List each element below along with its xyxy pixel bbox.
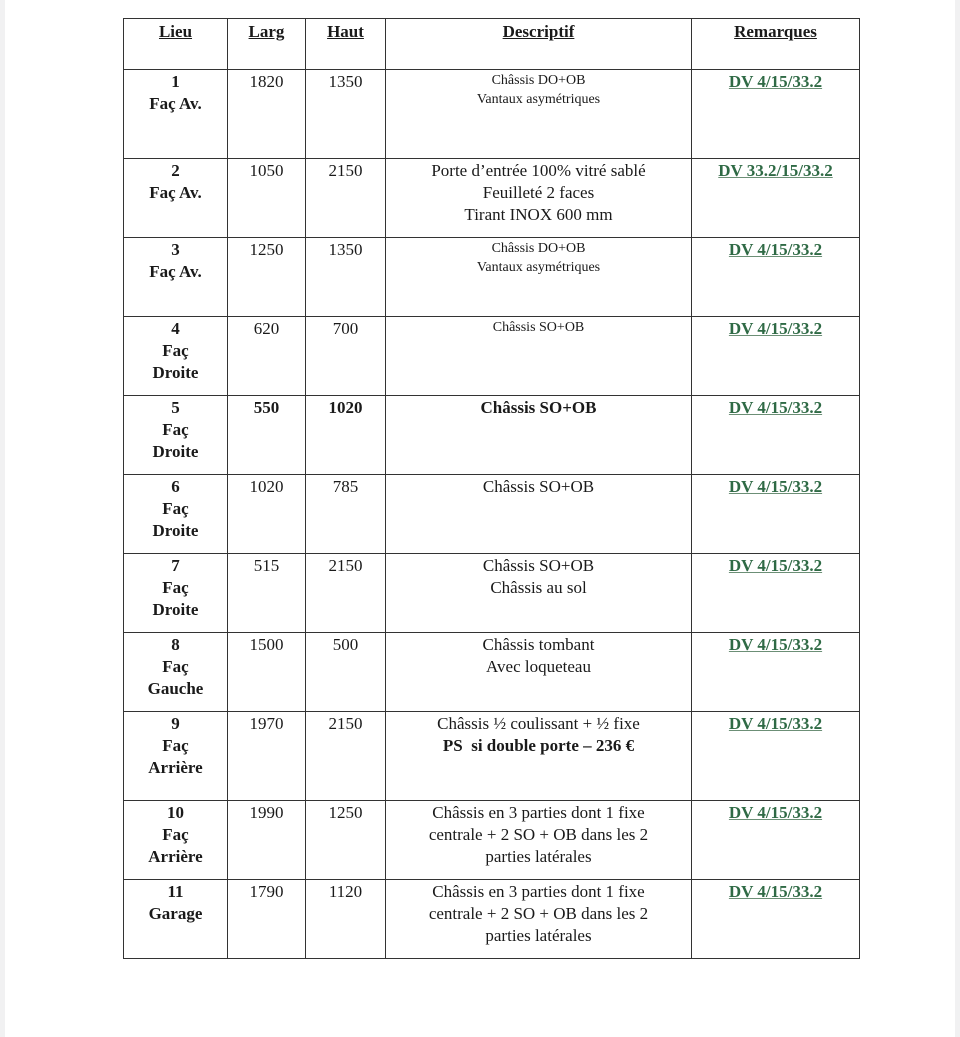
row-number: 3	[171, 240, 180, 259]
table-row	[124, 238, 860, 317]
row-place: Arrière	[148, 758, 203, 777]
desc-line: Châssis SO+OB	[480, 398, 597, 417]
lieu-cell	[124, 159, 228, 238]
lieu-cell	[124, 712, 228, 801]
larg-cell: 515	[228, 554, 306, 633]
row-place: Faç	[162, 420, 189, 439]
larg-cell: 1050	[228, 159, 306, 238]
row-number: 8	[171, 635, 180, 654]
desc-line: Feuilleté 2 faces	[482, 183, 595, 202]
desc-line: Châssis DO+OB	[491, 241, 586, 256]
desc-line: Châssis SO+OB	[482, 556, 595, 575]
desc-line: Tirant INOX 600 mm	[464, 205, 613, 224]
row-number: 6	[171, 477, 180, 496]
remark-link[interactable]: DV 4/15/33.2	[728, 319, 823, 338]
haut-cell: 2150	[306, 712, 386, 801]
desc-line: Avec loqueteau	[486, 657, 591, 676]
desc-line: centrale + 2 SO + OB dans les 2	[428, 904, 649, 923]
table-row	[124, 712, 860, 801]
descriptif-cell	[386, 712, 692, 801]
descriptif-cell	[386, 70, 692, 159]
remark-link[interactable]: DV 4/15/33.2	[728, 882, 823, 901]
remark-link[interactable]: DV 4/15/33.2	[728, 803, 823, 822]
lieu-cell	[124, 396, 228, 475]
remarques-cell	[692, 317, 860, 396]
row-place: Faç	[162, 736, 189, 755]
desc-line: Châssis en 3 parties dont 1 fixe	[432, 882, 645, 901]
row-place: Faç Av.	[149, 262, 202, 281]
row-number: 4	[171, 319, 180, 338]
desc-line: Vantaux asymétriques	[476, 260, 601, 275]
row-number: 11	[167, 882, 184, 901]
larg-cell: 1820	[228, 70, 306, 159]
larg-cell: 1790	[228, 880, 306, 959]
row-place: Faç	[162, 499, 189, 518]
table-row	[124, 475, 860, 554]
desc-line: Châssis SO+OB	[492, 320, 585, 335]
row-place: Garage	[148, 904, 203, 923]
header-larg: Larg	[228, 19, 306, 70]
haut-cell: 2150	[306, 554, 386, 633]
remark-link[interactable]: DV 4/15/33.2	[728, 635, 823, 654]
remarques-cell	[692, 712, 860, 801]
desc-line: parties latérales	[485, 926, 592, 945]
lieu-cell	[124, 317, 228, 396]
row-place: Arrière	[148, 847, 203, 866]
header-lieu: Lieu	[124, 19, 228, 70]
row-place: Faç Av.	[149, 183, 202, 202]
desc-line: Châssis ½ coulissant + ½ fixe	[437, 714, 640, 733]
remarques-cell	[692, 396, 860, 475]
row-number: 7	[171, 556, 180, 575]
row-place: Gauche	[147, 679, 204, 698]
lieu-cell	[124, 633, 228, 712]
larg-cell: 1990	[228, 801, 306, 880]
table-row	[124, 159, 860, 238]
remark-link[interactable]: DV 4/15/33.2	[728, 240, 823, 259]
remark-link[interactable]: DV 4/15/33.2	[728, 398, 823, 417]
lieu-cell	[124, 238, 228, 317]
table-header-row	[124, 19, 860, 70]
row-place: Droite	[152, 442, 199, 461]
remarques-cell	[692, 159, 860, 238]
desc-line: Châssis en 3 parties dont 1 fixe	[432, 803, 645, 822]
remarques-cell	[692, 880, 860, 959]
larg-cell: 620	[228, 317, 306, 396]
table-row	[124, 70, 860, 159]
lieu-cell	[124, 801, 228, 880]
lieu-cell	[124, 475, 228, 554]
haut-cell: 2150	[306, 159, 386, 238]
haut-cell: 500	[306, 633, 386, 712]
haut-cell: 1120	[306, 880, 386, 959]
remark-link[interactable]: DV 33.2/15/33.2	[718, 161, 833, 180]
document-page	[5, 0, 955, 1037]
descriptif-cell	[386, 801, 692, 880]
row-place: Droite	[152, 363, 199, 382]
descriptif-cell	[386, 880, 692, 959]
row-place: Faç	[162, 341, 189, 360]
remark-link[interactable]: DV 4/15/33.2	[728, 714, 823, 733]
table-row	[124, 554, 860, 633]
desc-line: centrale + 2 SO + OB dans les 2	[428, 825, 649, 844]
descriptif-cell	[386, 554, 692, 633]
remarques-cell	[692, 633, 860, 712]
row-place: Faç	[162, 825, 189, 844]
haut-cell: 785	[306, 475, 386, 554]
haut-cell: 1350	[306, 70, 386, 159]
descriptif-cell	[386, 633, 692, 712]
haut-cell: 700	[306, 317, 386, 396]
desc-line: Châssis au sol	[490, 578, 587, 597]
desc-line: Châssis SO+OB	[482, 477, 595, 496]
table-row	[124, 317, 860, 396]
larg-cell: 1250	[228, 238, 306, 317]
larg-cell: 1970	[228, 712, 306, 801]
row-place: Faç Av.	[149, 94, 202, 113]
row-number: 2	[171, 161, 180, 180]
larg-cell: 550	[228, 396, 306, 475]
desc-line: Châssis DO+OB	[491, 73, 586, 88]
table-row	[124, 801, 860, 880]
row-number: 1	[171, 72, 180, 91]
header-descriptif: Descriptif	[386, 19, 692, 70]
haut-cell: 1350	[306, 238, 386, 317]
larg-cell: 1020	[228, 475, 306, 554]
descriptif-cell	[386, 317, 692, 396]
lieu-cell	[124, 554, 228, 633]
table-row	[124, 633, 860, 712]
descriptif-cell	[386, 238, 692, 317]
lieu-cell	[124, 880, 228, 959]
lieu-cell	[124, 70, 228, 159]
row-place: Droite	[152, 600, 199, 619]
remarques-cell	[692, 70, 860, 159]
desc-line: Châssis tombant	[482, 635, 595, 654]
row-place: Droite	[152, 521, 199, 540]
desc-line: Vantaux asymétriques	[476, 92, 601, 107]
desc-line: Porte d’entrée 100% vitré sablé	[431, 161, 646, 180]
remark-link[interactable]: DV 4/15/33.2	[728, 556, 823, 575]
window-schedule-table	[123, 18, 860, 959]
remark-link[interactable]: DV 4/15/33.2	[728, 477, 823, 496]
remarques-cell	[692, 554, 860, 633]
header-remarques: Remarques	[692, 19, 860, 70]
desc-line: PS si double porte – 236 €	[442, 736, 635, 755]
descriptif-cell	[386, 159, 692, 238]
remarques-cell	[692, 475, 860, 554]
desc-line: parties latérales	[485, 847, 592, 866]
haut-cell: 1020	[306, 396, 386, 475]
row-number: 10	[167, 803, 184, 822]
row-number: 5	[171, 398, 180, 417]
remarques-cell	[692, 238, 860, 317]
table-row	[124, 396, 860, 475]
table-row	[124, 880, 860, 959]
row-number: 9	[171, 714, 180, 733]
row-place: Faç	[162, 578, 189, 597]
larg-cell: 1500	[228, 633, 306, 712]
header-haut: Haut	[306, 19, 386, 70]
descriptif-cell	[386, 475, 692, 554]
remark-link[interactable]: DV 4/15/33.2	[728, 72, 823, 91]
haut-cell: 1250	[306, 801, 386, 880]
row-place: Faç	[162, 657, 189, 676]
descriptif-cell	[386, 396, 692, 475]
remarques-cell	[692, 801, 860, 880]
